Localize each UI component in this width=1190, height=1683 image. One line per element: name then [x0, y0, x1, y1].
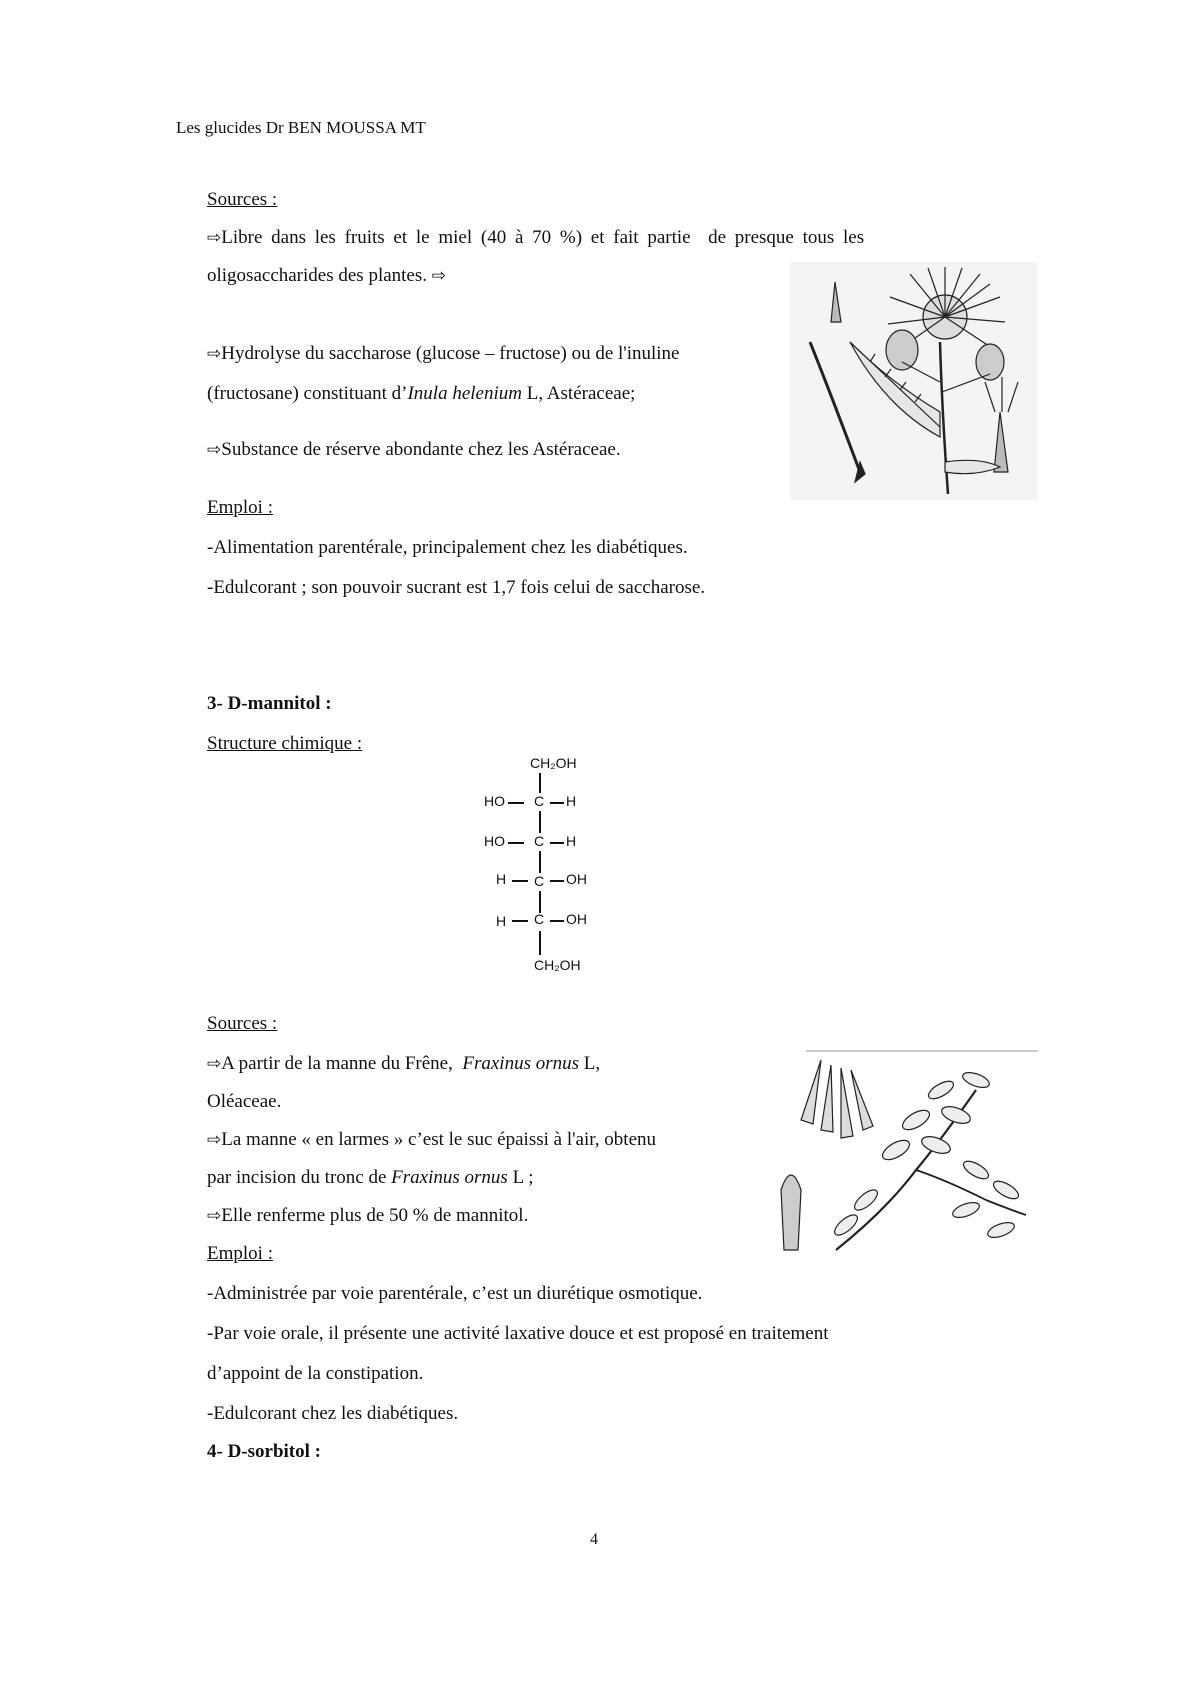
text: par incision du tronc de	[207, 1167, 392, 1188]
species-name: Fraxinus ornus	[462, 1053, 580, 1074]
bond	[550, 880, 564, 882]
bond	[508, 802, 524, 804]
paragraph-line	[207, 1128, 656, 1152]
section-heading: 3- D-mannitol :	[207, 693, 332, 714]
paragraph-line	[207, 1052, 600, 1076]
inula-helenium-illustration	[790, 262, 1038, 500]
emploi-line: -Edulcorant chez les diabétiques.	[207, 1403, 459, 1424]
bond	[550, 802, 564, 804]
paragraph-line	[207, 1204, 528, 1228]
paragraph-line	[207, 342, 679, 366]
fraxinus-ornus-illustration	[776, 1050, 1038, 1262]
formula-substituent: HO	[484, 793, 505, 809]
bond	[539, 891, 541, 913]
formula-substituent: HO	[484, 833, 505, 849]
formula-substituent: H	[566, 793, 577, 809]
paragraph-line	[207, 1166, 534, 1190]
paragraph-line	[207, 226, 991, 250]
arrow-icon: ⇨	[207, 440, 222, 460]
emploi-title: Emploi :	[207, 497, 273, 518]
text: A partir de la manne du Frêne,	[221, 1053, 463, 1074]
page-number: 4	[590, 1531, 598, 1548]
bond	[539, 811, 541, 833]
arrow-icon: ⇨	[431, 266, 447, 286]
text: Libre dans les fruits et le miel (40 à 70 %) et fait partie de presque tous les	[221, 227, 865, 248]
text: L ;	[507, 1167, 534, 1188]
formula-substituent: H	[496, 871, 507, 887]
text: (fructosane) constituant d’	[207, 383, 408, 404]
bond	[512, 920, 528, 922]
text: L, Astéraceae;	[522, 383, 636, 404]
bond	[550, 920, 564, 922]
text: Hydrolyse du saccharose (glucose – fructose) ou de l'inuline	[221, 343, 680, 364]
emploi-title: Emploi :	[207, 1243, 273, 1264]
text: Substance de réserve abondante chez les Astéraceae.	[221, 439, 621, 460]
bond	[508, 842, 524, 844]
arrow-icon: ⇨	[207, 344, 222, 364]
formula-carbon: C	[534, 873, 545, 889]
emploi-line: d’appoint de la constipation.	[207, 1363, 424, 1384]
formula-bottom: CH₂OH	[534, 957, 581, 973]
arrow-icon: ⇨	[207, 1206, 222, 1226]
species-name: Fraxinus ornus	[391, 1167, 508, 1188]
arrow-icon: ⇨	[207, 1130, 222, 1150]
emploi-line: -Par voie orale, il présente une activité laxative douce et est proposé en traitement	[207, 1323, 829, 1344]
paragraph-line	[207, 382, 635, 406]
formula-carbon: C	[534, 793, 545, 809]
formula-top: CH₂OH	[530, 755, 577, 771]
bond	[512, 880, 528, 882]
emploi-line: -Alimentation parentérale, principalement chez les diabétiques.	[207, 537, 688, 558]
sources-title: Sources :	[207, 189, 278, 210]
sources-title: Sources :	[207, 1013, 278, 1034]
section-heading: 4- D-sorbitol :	[207, 1441, 321, 1462]
bond	[539, 773, 541, 793]
formula-carbon: C	[534, 833, 545, 849]
text: L,	[579, 1053, 601, 1074]
arrow-icon: ⇨	[207, 1054, 222, 1074]
formula-substituent: OH	[566, 871, 587, 887]
page-header: Les glucides Dr BEN MOUSSA MT	[176, 118, 426, 137]
text: oligosaccharides des plantes.	[207, 265, 428, 286]
formula-substituent: H	[566, 833, 577, 849]
emploi-line: -Edulcorant ; son pouvoir sucrant est 1,7 fois celui de saccharose.	[207, 577, 706, 598]
formula-carbon: C	[534, 911, 545, 927]
text: Elle renferme plus de 50 % de mannitol.	[221, 1205, 529, 1226]
structure-title: Structure chimique :	[207, 733, 363, 754]
emploi-line: -Administrée par voie parentérale, c’est un diurétique osmotique.	[207, 1283, 703, 1304]
bond	[539, 931, 541, 955]
arrow-icon: ⇨	[207, 228, 222, 248]
species-name: Inula helenium	[407, 383, 522, 404]
formula-substituent: H	[496, 913, 507, 929]
paragraph-line: Oléaceae.	[207, 1091, 282, 1112]
bond	[550, 842, 564, 844]
paragraph-line	[207, 438, 621, 462]
paragraph-line	[207, 264, 446, 288]
formula-substituent: OH	[566, 911, 587, 927]
bond	[539, 851, 541, 873]
text: La manne « en larmes » c’est le suc épaissi à l'air, obtenu	[221, 1129, 657, 1150]
mannitol-fischer-projection	[470, 755, 630, 985]
